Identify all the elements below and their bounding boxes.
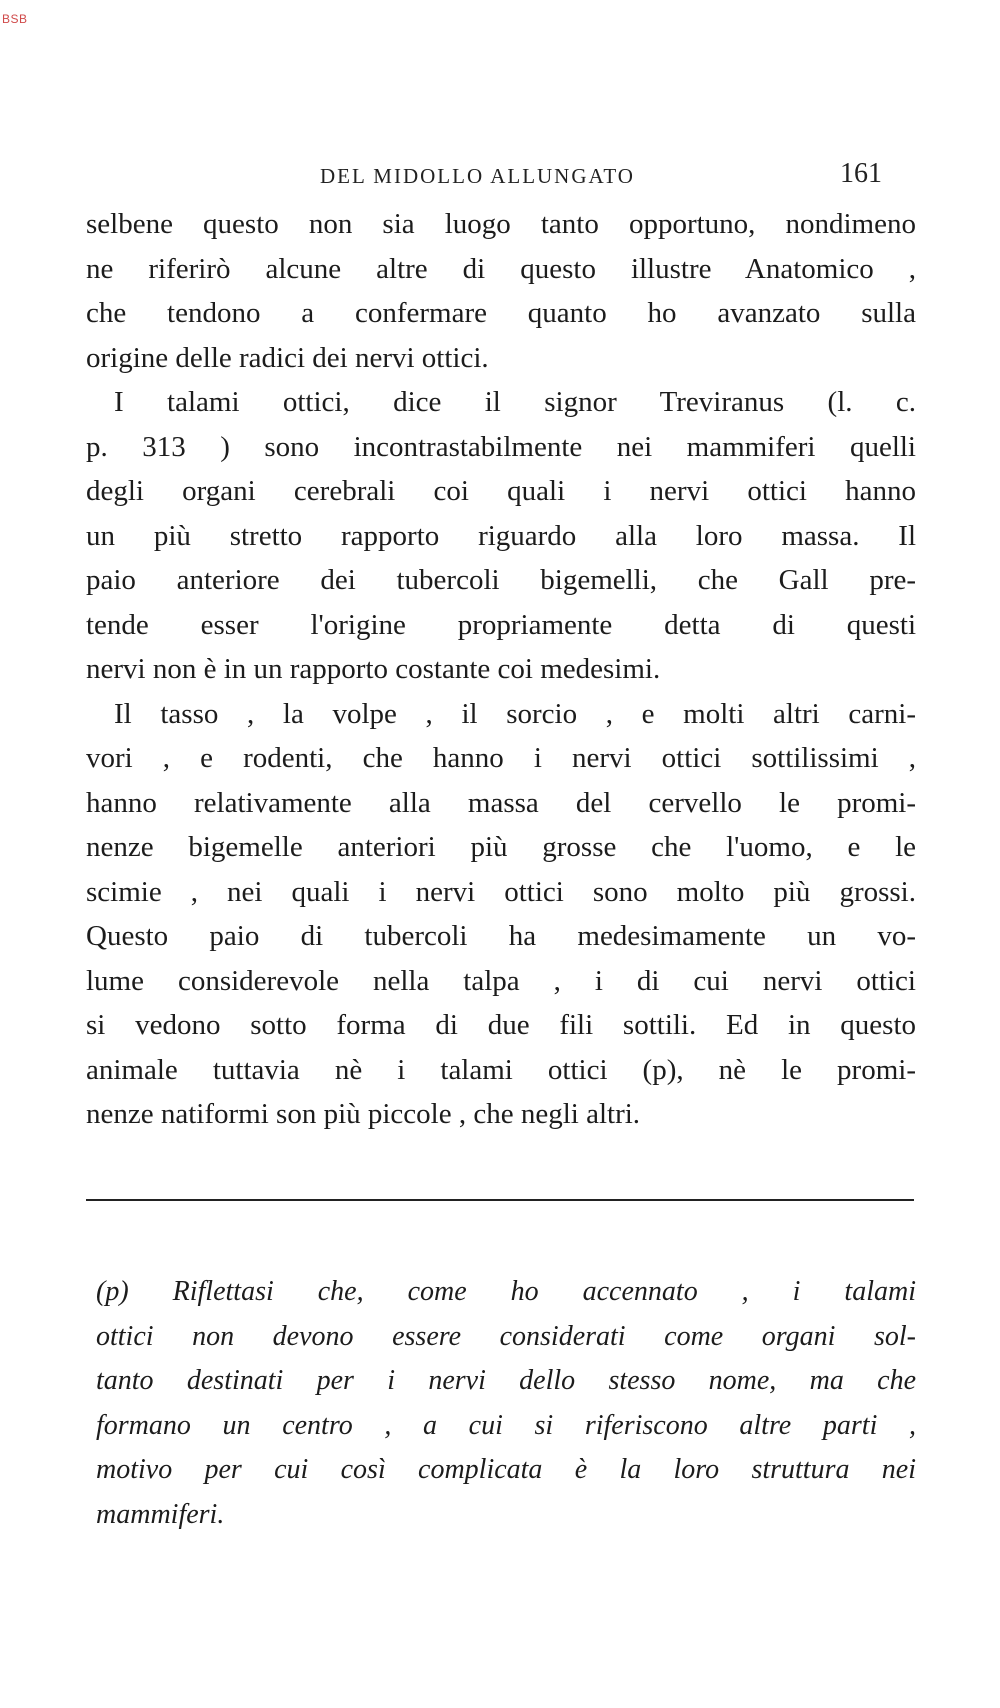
footnote-line: motivo per cui così complicata è la loro struttura nei (96, 1454, 916, 1485)
body-line: lume considerevole nella talpa , i di cui nervi ottici (86, 964, 916, 997)
body-line: che tendono a confermare quanto ho avanzato sulla (86, 297, 916, 329)
body-line: degli organi cerebrali coi quali i nervi ottici hanno (86, 475, 916, 507)
footnote-line: mammiferi. (96, 1498, 225, 1530)
page-number: 161 (840, 158, 882, 189)
body-line: nenze natiformi son più piccole , che negli altri. (86, 1098, 641, 1130)
footnote-separator (86, 1199, 914, 1201)
body-line: scimie , nei quali i nervi ottici sono molto più grossi. (86, 875, 916, 908)
body-line: p. 313 ) sono incontrastabilmente nei mammiferi quelli (86, 430, 916, 463)
body-line: animale tuttavia nè i talami ottici (p), nè le promi- (86, 1053, 916, 1086)
body-line: tende esser l'origine propriamente detta di questi (86, 608, 916, 641)
footnote-line: formano un centro , a cui si riferiscono altre parti , (96, 1409, 916, 1441)
body-line: ne riferirò alcune altre di questo illustre Anatomico , (86, 252, 916, 285)
library-watermark: BSB (2, 12, 28, 26)
footnote-line: ottici non devono essere considerati come organi sol- (96, 1320, 916, 1352)
body-line: Questo paio di tubercoli ha medesimamente un vo- (86, 920, 916, 952)
body-line: nervi non è in un rapporto costante coi medesimi. (86, 653, 661, 685)
body-line: si vedono sotto forma di due fili sottili. Ed in questo (86, 1009, 916, 1041)
body-line: hanno relativamente alla massa del cervello le promi- (86, 786, 916, 819)
body-line: paio anteriore dei tubercoli bigemelli, che Gall pre- (86, 564, 916, 596)
footnote (96, 1270, 916, 1537)
body-line: I talami ottici, dice il signor Treviranus (l. c. (114, 386, 916, 418)
footnote-line: (p) Riflettasi che, come ho accennato , i talami (96, 1276, 916, 1307)
body-text (86, 202, 916, 1137)
body-line: un più stretto rapporto riguardo alla loro massa. Il (86, 519, 916, 552)
body-line: origine delle radici dei nervi ottici. (86, 341, 489, 374)
body-line: vori , e rodenti, che hanno i nervi ottici sottilissimi , (86, 742, 916, 774)
footnote-line: tanto destinati per i nervi dello stesso nome, ma che (96, 1365, 916, 1396)
body-line: Il tasso , la volpe , il sorcio , e molti altri carni- (114, 697, 916, 730)
body-line: selbene questo non sia luogo tanto opportuno, nondimeno (86, 208, 916, 240)
running-head: DEL MIDOLLO ALLUNGATO (320, 164, 635, 188)
body-line: nenze bigemelle anteriori più grosse che l'uomo, e le (86, 831, 916, 863)
